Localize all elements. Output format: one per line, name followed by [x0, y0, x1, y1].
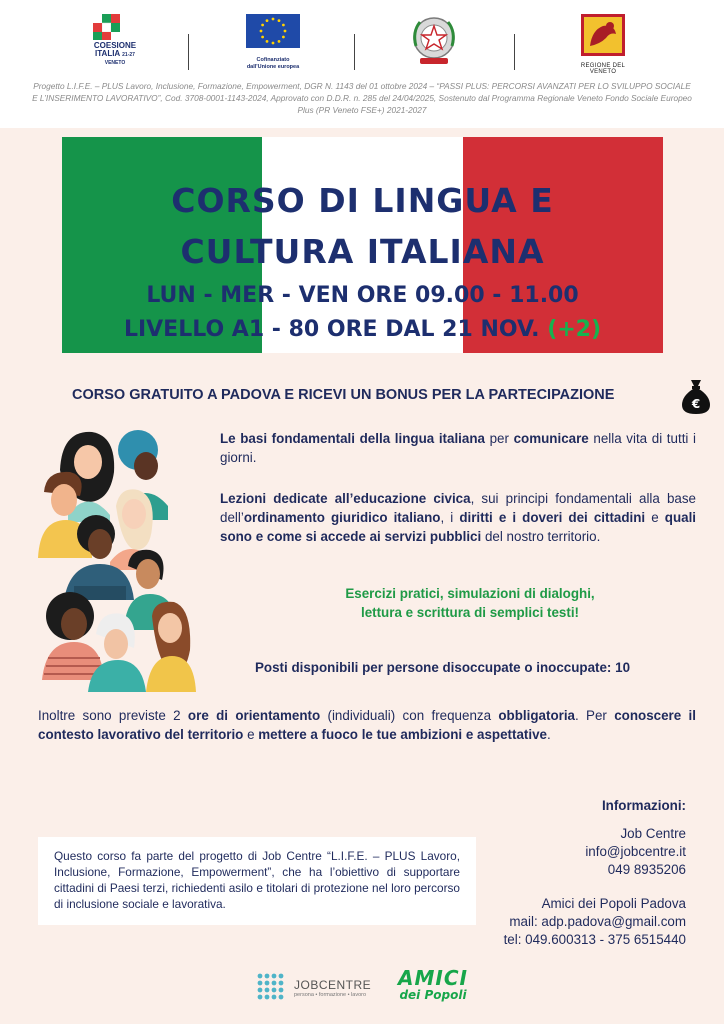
p3-bold1: ore di orientamento	[187, 708, 321, 723]
svg-text:€: €	[691, 397, 701, 411]
coesione-line1: COESIONE	[93, 41, 137, 50]
banner-text	[62, 137, 663, 353]
free-course-headline: CORSO GRATUITO A PADOVA E RICEVI UN BONUS PER LA PARTECIPAZIONE	[72, 387, 615, 403]
logo-separator	[188, 34, 189, 70]
jobcentre-dots-icon	[256, 972, 290, 1004]
paragraph-civic-education	[220, 489, 696, 546]
info-phone2[interactable]: tel: 049.600313 - 375 6515440	[503, 932, 686, 947]
green-line1: Esercizi pratici, simulazioni di dialoghi,	[345, 586, 595, 601]
coesione-region: VENETO	[104, 60, 126, 66]
paragraph-orientation	[38, 706, 696, 744]
p2-bold4: quali sono e come si accede ai servizi pubblici	[220, 510, 697, 544]
coesione-italia-logo	[80, 12, 150, 74]
funding-disclaimer: Progetto L.I.F.E. – PLUS Lavoro, Inclusione, Formazione, Empowerment, DGR N. 1143 del 01 ottobre 2024 – “PASSI PLUS: PERCORSI AVANZATI PER LO SVILUPPO SOCIALE E L’INSERIMENTO LAVORATIVO”, Cod. 3708-0001-1143-2024, Approvato con D.D.R. n. 285 del 24/04/2025, Sostenuto dal Programma Regionale Veneto Fondo Sociale Europeo Plus (PR Veneto FSE+) 2021-2027	[32, 81, 692, 115]
p2-text3: e	[645, 510, 665, 525]
info-heading: Informazioni:	[601, 798, 686, 813]
amici-line2: dei Popoli	[399, 988, 467, 1002]
jobcentre-name: JOBCENTRE	[294, 978, 372, 992]
logo-separator	[354, 34, 355, 70]
p3-bold3: conoscere il contesto lavorativo del territorio	[38, 708, 696, 742]
regione-veneto-logo	[570, 12, 636, 74]
coesione-years: 21-27	[122, 52, 135, 58]
eu-line1: Cofinanziato	[256, 57, 290, 63]
p2-text1: , sui principi fondamentali alla base dell’	[220, 491, 696, 525]
eu-logo	[240, 12, 306, 74]
course-level	[62, 317, 663, 342]
p1-text2: nella vita di tutti i giorni.	[220, 431, 696, 465]
course-level-mark: (+2)	[547, 317, 602, 342]
project-description-box: Questo corso fa parte del progetto di Job Centre “L.I.F.E. – PLUS Lavoro, Inclusione, Formazione, Empowerment”, che ha l’obiettivo di supportare cittadini di Paesi terzi, richiedenti asilo e titolari di protezione nel loro percorso di inclusione sociale e lavorativa.	[38, 837, 476, 925]
p1-bold2: comunicare	[513, 431, 589, 446]
p2-bold3: diritti e i doveri dei cittadini	[459, 510, 646, 525]
p3-text5: .	[547, 727, 551, 742]
logo-separator	[514, 34, 515, 70]
course-schedule: LUN - MER - VEN ORE 09.00 - 11.00	[146, 283, 579, 308]
p3-text4: e	[243, 727, 259, 742]
amici-line1: AMICI	[398, 966, 468, 990]
partner-logos	[0, 12, 724, 74]
coesione-line2: ITALIA	[95, 49, 120, 58]
paragraph-basics	[220, 429, 696, 467]
available-places: Posti disponibili per persone disoccupate o inoccupate: 10	[255, 660, 631, 675]
info-phone1[interactable]: 049 8935206	[607, 862, 686, 877]
money-bag-euro-icon	[680, 378, 712, 421]
practical-exercises-text	[300, 584, 640, 622]
p1-text1: per	[484, 431, 514, 446]
course-title-line2: CULTURA ITALIANA	[180, 232, 545, 271]
p2-text2: , i	[440, 510, 460, 525]
info-email1[interactable]: info@jobcentre.it	[585, 844, 686, 859]
course-title-line1: CORSO DI LINGUA E	[171, 181, 554, 220]
diverse-people-illustration	[30, 410, 200, 700]
eu-line2: dall'Unione europea	[246, 64, 300, 70]
header-strip	[0, 0, 724, 128]
p3-bold2: obbligatoria	[498, 708, 575, 723]
p2-text4: del nostro territorio.	[481, 529, 601, 544]
amici-dei-popoli-logo	[396, 968, 470, 1006]
jobcentre-tagline: persona • formazione • lavoro	[294, 992, 367, 998]
eu-flag-icon	[240, 12, 306, 48]
green-line2: lettura e scrittura di semplici testi!	[360, 605, 580, 620]
info-org1: Job Centre	[620, 826, 686, 841]
p3-text1: Inoltre sono previste 2	[38, 708, 188, 723]
veneto-label: REGIONE DEL VENETO	[580, 63, 626, 75]
jobcentre-logo	[256, 972, 372, 1009]
p2-bold1: Lezioni dedicate all’educazione civica	[220, 491, 471, 506]
p2-bold2: ordinamento giuridico italiano	[243, 510, 441, 525]
p1-bold1: Le basi fondamentali della lingua italiana	[220, 431, 485, 446]
course-level-main: LIVELLO A1 - 80 ORE DAL 21 NOV.	[123, 317, 540, 342]
p3-text2: (individuali) con frequenza	[320, 708, 499, 723]
p3-text3: . Per	[575, 708, 615, 723]
p3-bold4: mettere a fuoco le tue ambizioni e aspettative	[258, 727, 547, 742]
info-org2: Amici dei Popoli Padova	[541, 896, 686, 911]
italian-emblem-icon	[408, 12, 460, 70]
info-email2[interactable]: mail: adp.padova@gmail.com	[509, 914, 686, 929]
contact-info	[504, 797, 686, 949]
italian-republic-emblem	[408, 12, 460, 74]
footer-logos	[0, 966, 724, 1010]
lion-of-st-mark-icon	[570, 12, 636, 58]
